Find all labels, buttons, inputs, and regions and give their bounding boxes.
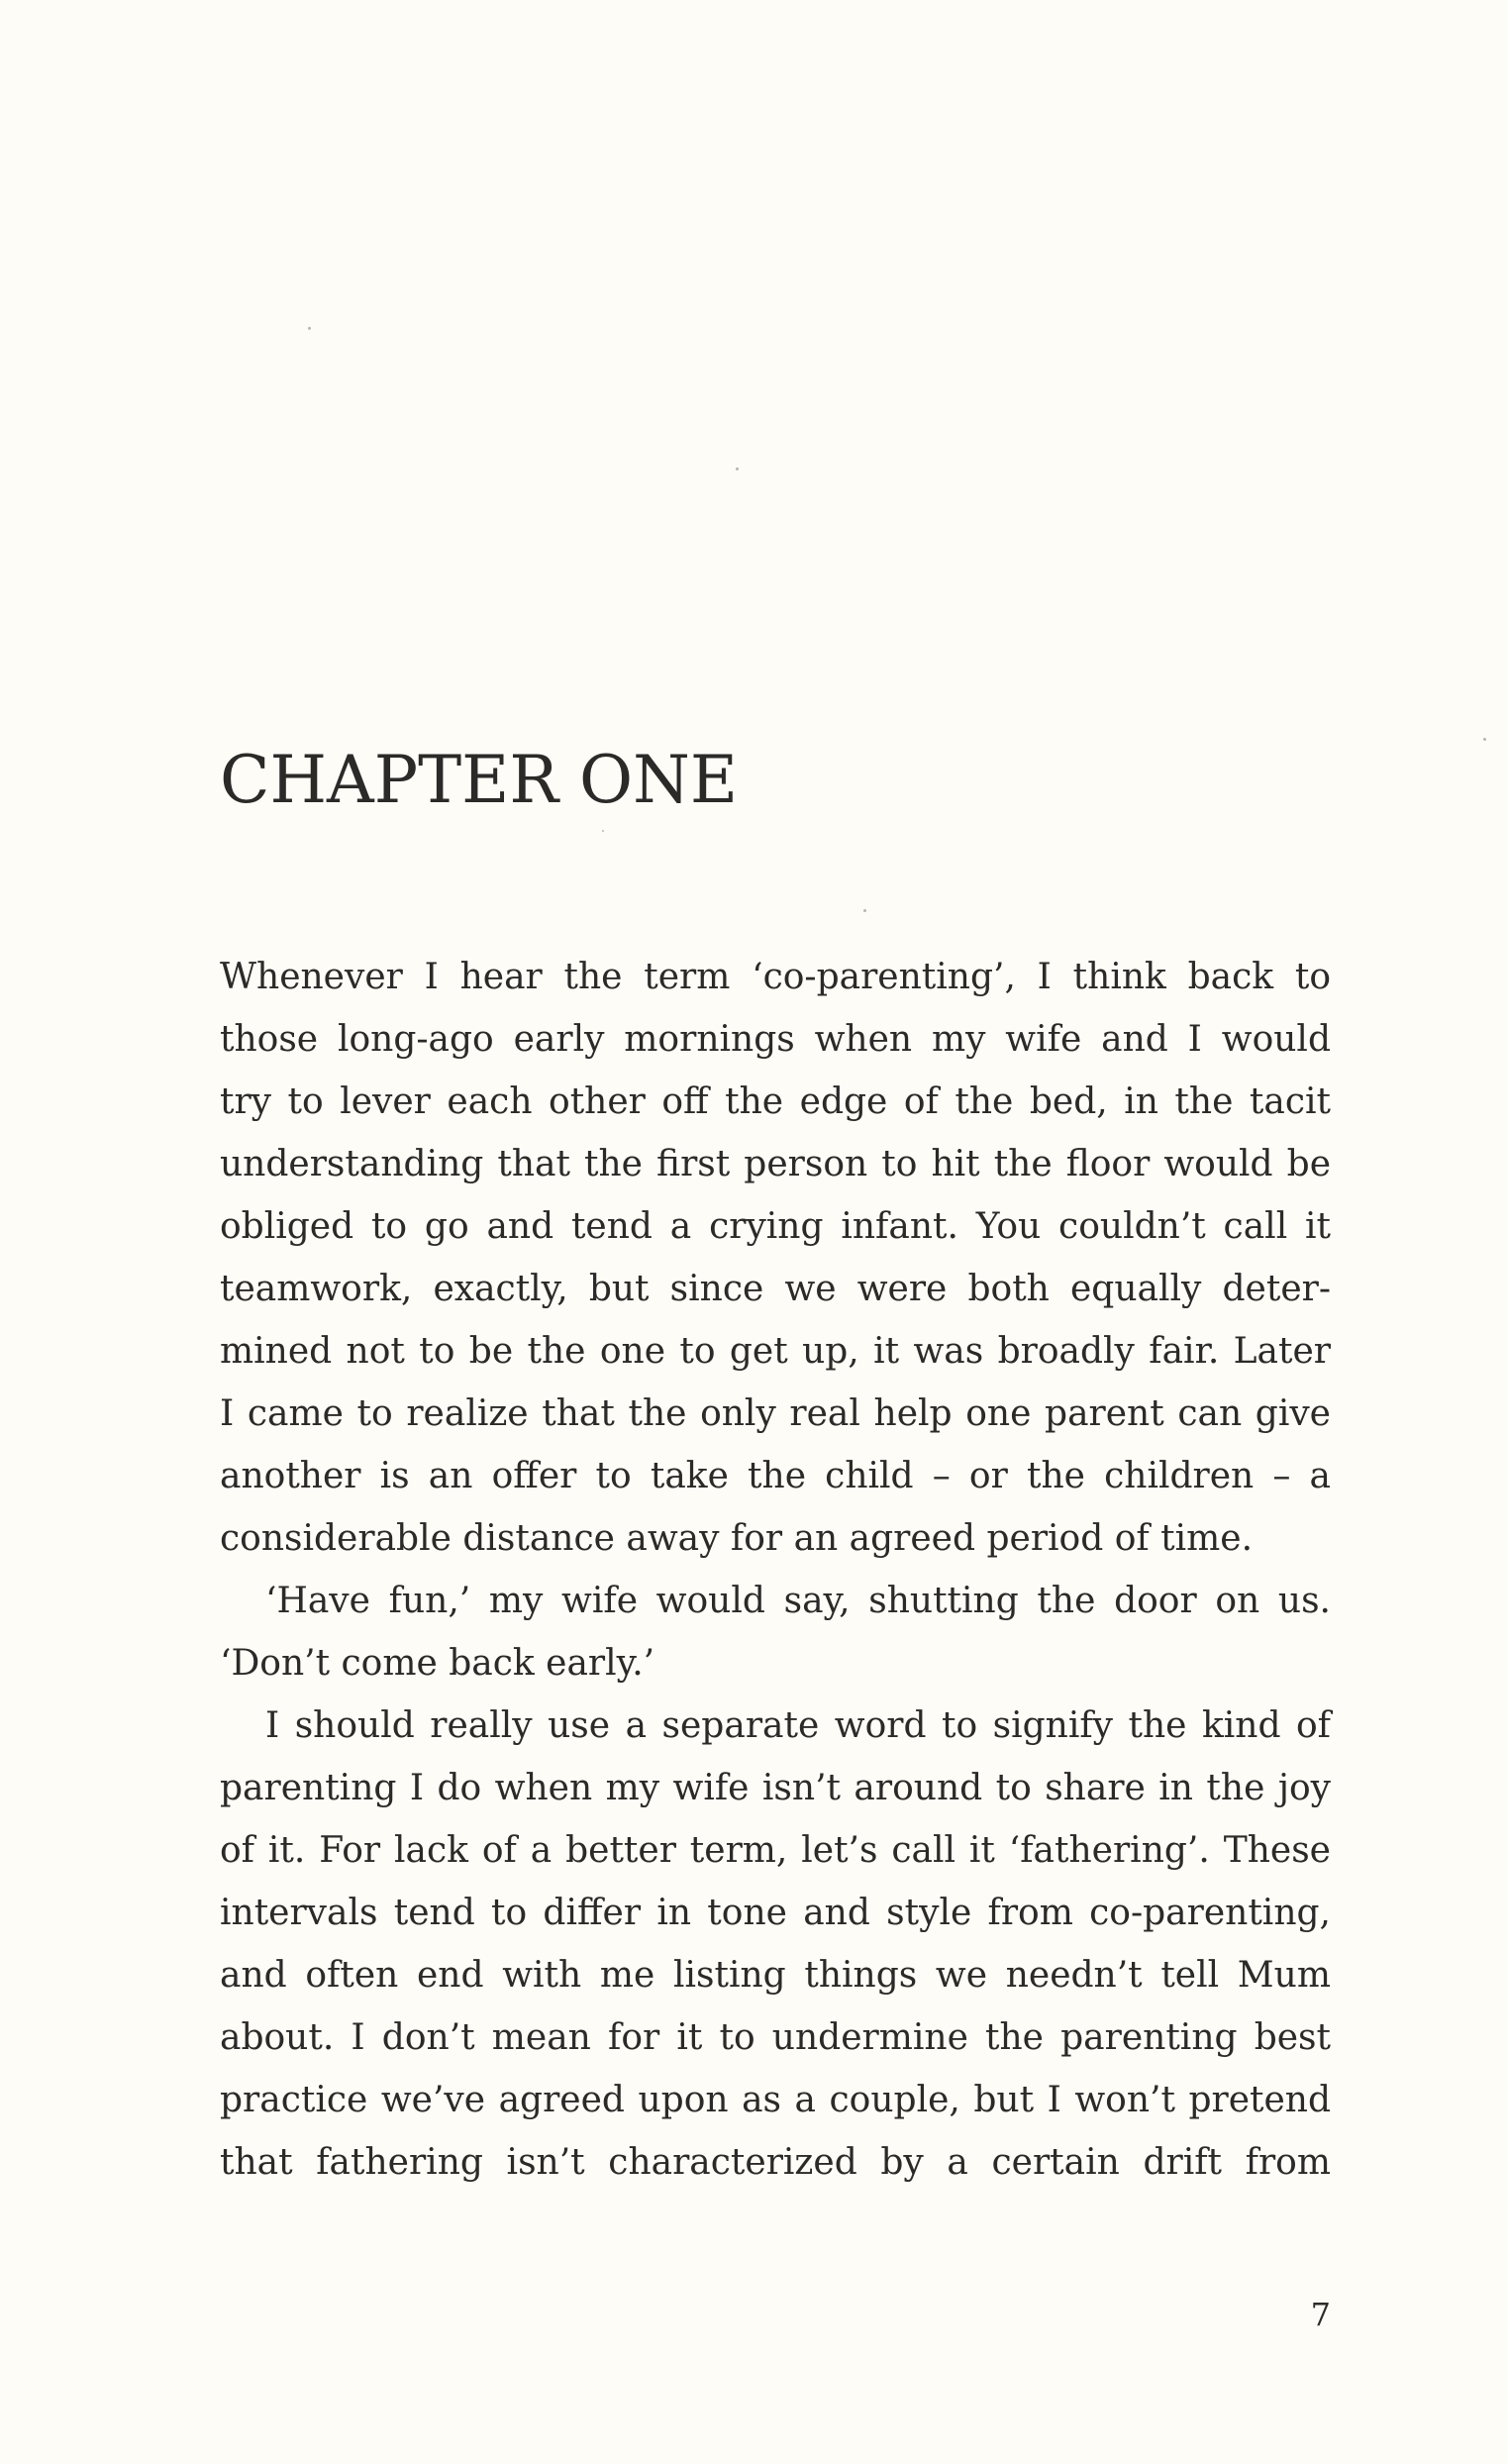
paragraph-2	[220, 1570, 1331, 1694]
chapter-title: CHAPTER ONE	[220, 742, 739, 818]
paragraph-1	[220, 946, 1331, 1570]
paper-speck	[736, 467, 739, 470]
text-line: teamwork, exactly, but since we were both equally deter-	[220, 1269, 1331, 1309]
text-line: and often end with me listing things we needn’t tell Mum	[220, 1955, 1331, 1996]
paragraph-3	[220, 1694, 1331, 2194]
text-line: understanding that the first person to hit the floor would be	[220, 1144, 1331, 1184]
text-line: intervals tend to differ in tone and style from co-parenting,	[220, 1893, 1331, 1933]
text-line: those long-ago early mornings when my wife and I would	[220, 1019, 1331, 1060]
paper-speck	[1483, 738, 1486, 741]
paper-speck	[308, 327, 311, 330]
text-line: I should really use a separate word to signify the kind of	[265, 1705, 1331, 1746]
text-line: mined not to be the one to get up, it was broadly fair. Later	[220, 1331, 1331, 1372]
text-line: another is an offer to take the child – or the children – a	[220, 1456, 1331, 1496]
text-line: practice we’ve agreed upon as a couple, but I won’t pretend	[220, 2080, 1331, 2120]
text-line: parenting I do when my wife isn’t around to share in the joy	[220, 1768, 1331, 1808]
text-line: ‘Don’t come back early.’	[220, 1643, 655, 1684]
text-line: I came to realize that the only real help one parent can give	[220, 1393, 1331, 1434]
paper-speck	[602, 830, 604, 832]
text-line: considerable distance away for an agreed period of time.	[220, 1518, 1254, 1559]
text-line: try to lever each other off the edge of the bed, in the tacit	[220, 1081, 1331, 1122]
chapter-body	[220, 946, 1331, 2194]
text-line: about. I don’t mean for it to undermine the parenting best	[220, 2017, 1331, 2058]
text-line: ‘Have fun,’ my wife would say, shutting the door on us.	[265, 1581, 1331, 1621]
page-number: 7	[1310, 2296, 1331, 2333]
text-line: of it. For lack of a better term, let’s call it ‘fathering’. These	[220, 1830, 1331, 1871]
text-line: Whenever I hear the term ‘co-parenting’, I think back to	[220, 957, 1331, 997]
text-line: obliged to go and tend a crying infant. You couldn’t call it	[220, 1206, 1331, 1247]
paper-speck	[863, 909, 866, 912]
text-line: that fathering isn’t characterized by a certain drift from	[220, 2142, 1331, 2183]
